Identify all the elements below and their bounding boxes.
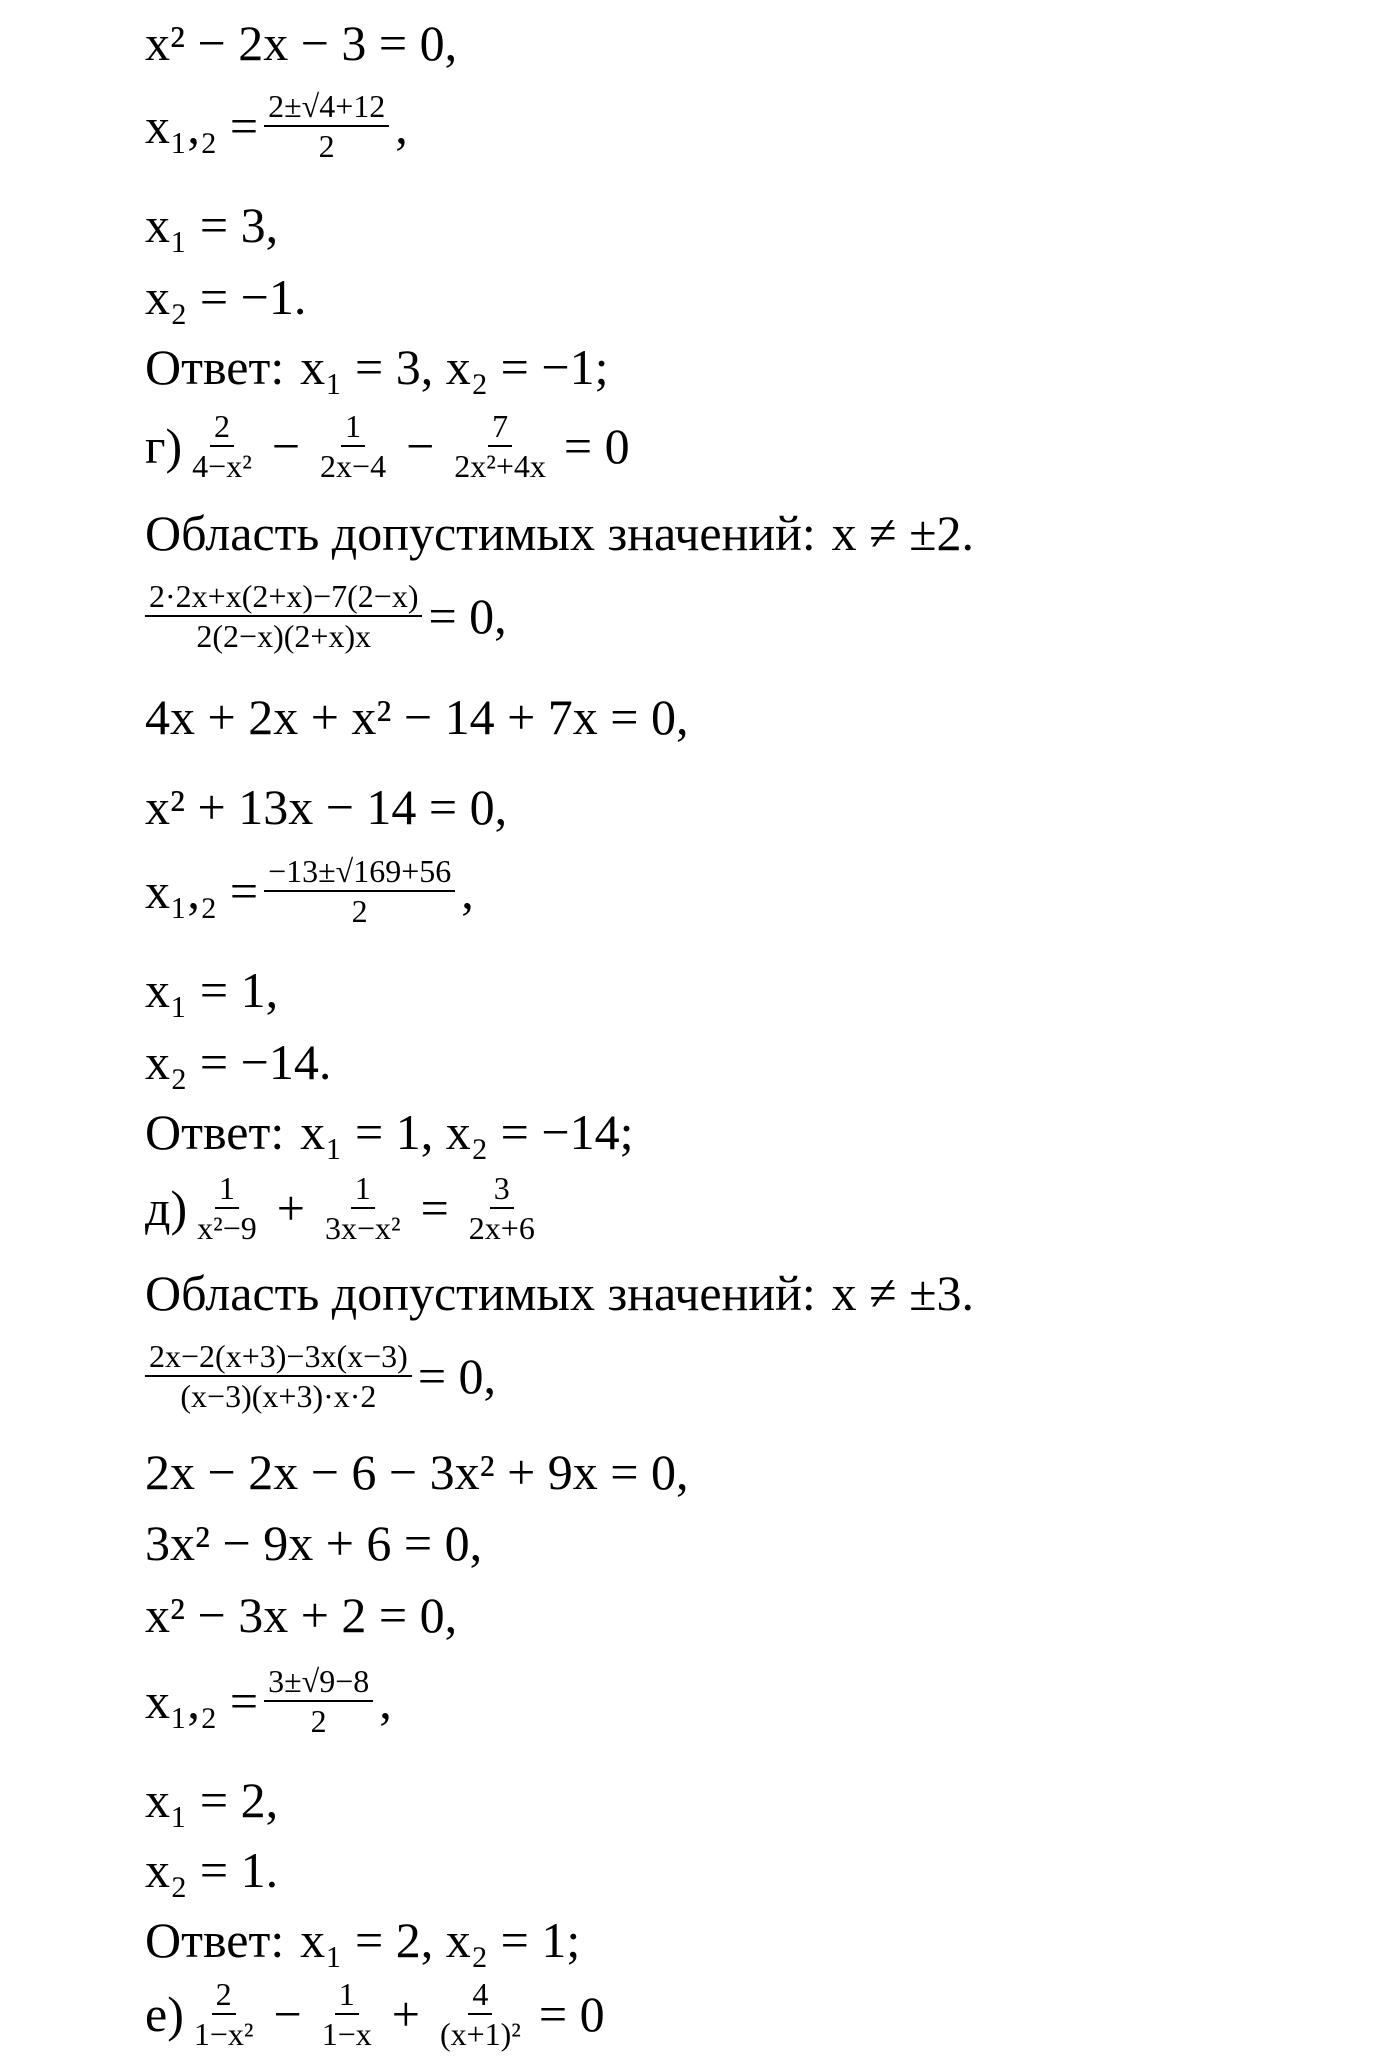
equation-tail: = 0 [563,418,630,474]
equation-text: 4x + 2x + x² − 14 + 7x = 0, [145,689,689,745]
domain-condition: x ≠ ±2. [831,505,975,561]
root-text: x₁ = 2, [145,1772,279,1828]
fraction-denominator: 2x²+4x [454,448,546,484]
problem-label: д) [145,1180,188,1236]
roots-fraction [264,90,389,162]
fraction-1 [193,1172,261,1244]
combined-fraction [145,580,422,652]
combined-fraction-line-g [145,580,507,652]
domain-label: Область допустимых значений: [145,505,816,561]
answer-label: Ответ: [145,339,285,395]
problem-e-line [145,1978,605,2050]
fraction-denominator: (x+1)² [439,2016,521,2052]
root-1-line-c [145,1772,279,1828]
fraction-numerator: 2 [212,1978,236,2015]
problem-label: г) [145,418,183,474]
fraction-3 [450,410,550,482]
fraction-numerator: 2 [210,410,234,447]
roots-lhs: x₁,₂ = [145,863,259,919]
combined-fraction [145,1340,412,1412]
fraction-2 [318,1978,376,2050]
answer-line-1 [145,339,609,395]
root-text: x₂ = −14. [145,1034,332,1090]
root-text: x₂ = 1. [145,1842,279,1898]
fraction-numerator: 2±√4+12 [264,90,389,127]
answer-text: x₁ = 3, x₂ = −1; [300,339,609,395]
problem-d-line [145,1172,545,1244]
root-2-line-b [145,1034,332,1090]
fraction-denominator: 1−x² [193,2016,254,2052]
fraction-numerator: 1 [215,1172,239,1209]
fraction-numerator: 4 [468,1978,492,2015]
root-2-line [145,269,307,325]
problem-label: е) [145,1986,184,2042]
answer-text: x₁ = 1, x₂ = −14; [300,1104,634,1160]
equation-tail: = 0, [428,588,507,644]
punctuation: , [461,863,474,919]
fraction-denominator: 2x−4 [320,448,387,484]
equation-tail: = 0 [538,1986,605,2042]
root-1-line-b [145,962,279,1018]
combined-fraction-line-d [145,1340,496,1412]
fraction-numerator: 3±√9−8 [264,1665,373,1702]
equation-line-19 [145,1515,483,1571]
equation-text: x² + 13x − 14 = 0, [145,779,508,835]
fraction-numerator: −13±√169+56 [264,855,455,892]
fraction-2 [321,1172,405,1244]
equation-text: 2x − 2x − 6 − 3x² + 9x = 0, [145,1444,689,1500]
domain-label: Область допустимых значений: [145,1265,816,1321]
equation-line-9 [145,689,689,745]
roots-formula-line-3 [145,1665,392,1737]
fraction-numerator: 2x−2(x+3)−3x(x−3) [145,1340,412,1377]
equation-tail: = 0, [417,1348,497,1404]
fraction-numerator: 3 [490,1172,514,1209]
punctuation: , [379,1673,392,1729]
fraction-denominator: 1−x [321,2016,372,2052]
root-text: x₂ = −1. [145,269,307,325]
domain-condition: x ≠ ±3. [831,1265,975,1321]
fraction-1 [190,1978,258,2050]
fraction-denominator: 3x−x² [324,1210,401,1246]
root-2-line-c [145,1842,279,1898]
roots-lhs: x₁,₂ = [145,98,259,154]
operator: + [276,1180,305,1236]
fraction-denominator: x²−9 [197,1210,257,1246]
fraction-numerator: 1 [335,1978,359,2015]
operator: − [406,418,435,474]
answer-label: Ответ: [145,1104,285,1160]
roots-formula-line-1 [145,90,408,162]
fraction-denominator: 4−x² [192,448,252,484]
root-text: x₁ = 1, [145,962,279,1018]
fraction-3 [465,1172,539,1244]
fraction-denominator: 2(2−x)(2+x)x [196,618,372,654]
root-text: x₁ = 3, [145,197,279,253]
domain-line-g [145,505,975,561]
problem-g-line [145,410,630,482]
roots-fraction [264,855,455,927]
operator: − [271,418,301,474]
roots-formula-line-2 [145,855,474,927]
fraction-denominator: (x−3)(x+3)·x·2 [180,1378,377,1414]
fraction-numerator: 1 [341,410,365,447]
fraction-numerator: 7 [488,410,512,447]
fraction-denominator: 2 [310,1703,327,1739]
punctuation: , [395,98,408,154]
fraction-numerator: 1 [351,1172,375,1209]
equation-text: 3x² − 9x + 6 = 0, [145,1515,483,1571]
equation-line-10 [145,779,508,835]
answer-label: Ответ: [145,1912,285,1968]
equation-text: x² − 3x + 2 = 0, [145,1587,458,1643]
equation-line-20 [145,1587,458,1643]
root-1-line [145,197,279,253]
operator: + [391,1986,420,2042]
fraction-denominator: 2x+6 [468,1210,535,1246]
equation-text: x² − 2x − 3 = 0, [145,15,458,71]
operator: − [273,1986,302,2042]
fraction-1 [188,410,256,482]
fraction-2 [316,410,390,482]
domain-line-d [145,1265,975,1321]
fraction-numerator: 2·2x+x(2+x)−7(2−x) [145,580,422,617]
answer-line-2 [145,1104,634,1160]
answer-line-3 [145,1912,581,1968]
fraction-denominator: 2 [351,893,368,929]
roots-lhs: x₁,₂ = [145,1673,259,1729]
fraction-3 [436,1978,525,2050]
answer-text: x₁ = 2, x₂ = 1; [300,1912,581,1968]
fraction-denominator: 2 [318,128,335,164]
operator: = [420,1180,449,1236]
equation-line-18 [145,1444,689,1500]
equation-line-1 [145,15,458,71]
roots-fraction [264,1665,373,1737]
